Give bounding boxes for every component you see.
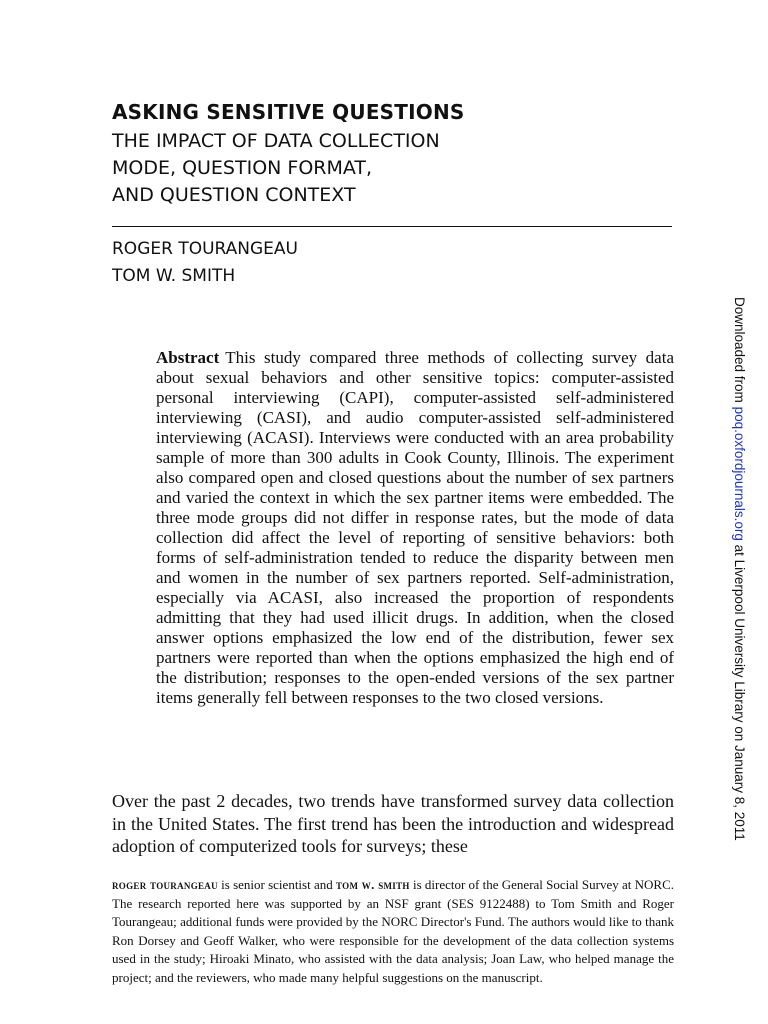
paper-subtitle [112,128,632,209]
subtitle-line: AND QUESTION CONTEXT [112,184,356,206]
intro-paragraph: Over the past 2 decades, two trends have transformed survey data collection in the United States. The first trend has been the introduction and widespread adoption of computerized tools for surveys; these [112,791,674,856]
footnote-author-name: roger tourangeau [112,877,218,892]
footnote-author-name: tom w. smith [336,877,410,892]
author-footnote [112,876,674,987]
footnote-text: is director of the General Social Survey at NORC. The research reported here was supported by an NSF grant (SES 9122488) to Tom Smith and Roger Tourangeau; additional funds were provided by the NORC Director's Fund. The authors would like to thank Ron Dorsey and Geoff Walker, who were responsible for the development of the data collection systems used in the study; Hiroaki Minato, who assisted with the data analysis; Joan Law, who helped manage the project; and the reviewers, who made many helpful suggestions on the manuscript. [112,877,674,985]
author-list [112,236,298,290]
abstract [156,348,674,708]
title-divider [112,226,672,227]
journal-link[interactable]: poq.oxfordjournals.org [732,406,747,541]
abstract-label: Abstract [156,348,220,367]
subtitle-line: THE IMPACT OF DATA COLLECTION [112,130,440,152]
download-notice-prefix: Downloaded from [732,297,747,407]
download-notice [732,297,747,841]
author-name: ROGER TOURANGEAU [112,239,298,259]
download-notice-suffix: at Liverpool University Library on January 8, 2011 [732,540,747,841]
author-name: TOM W. SMITH [112,266,236,286]
paper-title: ASKING SENSITIVE QUESTIONS [112,100,465,124]
footnote-text: is senior scientist and [217,877,336,892]
subtitle-line: MODE, QUESTION FORMAT, [112,157,373,179]
abstract-text: This study compared three methods of collecting survey data about sexual behaviors and other sensitive topics: computer-assisted personal interviewing (CAPI), computer-assisted self-administered interviewing (CASI), and audio computer-assisted self-administered interviewing (ACASI). Interviews were conducted with an area probability sample of more than 300 adults in Cook County, Illinois. The experiment also compared open and closed questions about the number of sex partners and varied the context in which the sex partner items were embedded. The three mode groups did not differ in response rates, but the mode of data collection did affect the level of reporting of sensitive behaviors: both forms of self-administration tended to reduce the disparity between men and women in the number of sex partners reported. Self-administration, especially via ACASI, also increased the proportion of respondents admitting that they had used illicit drugs. In addition, when the closed answer options emphasized the low end of the distribution, fewer sex partners were reported than when the options emphasized the high end of the distribution; responses to the open-ended versions of the sex partner items generally fell between responses to the two closed versions. [156,348,674,707]
